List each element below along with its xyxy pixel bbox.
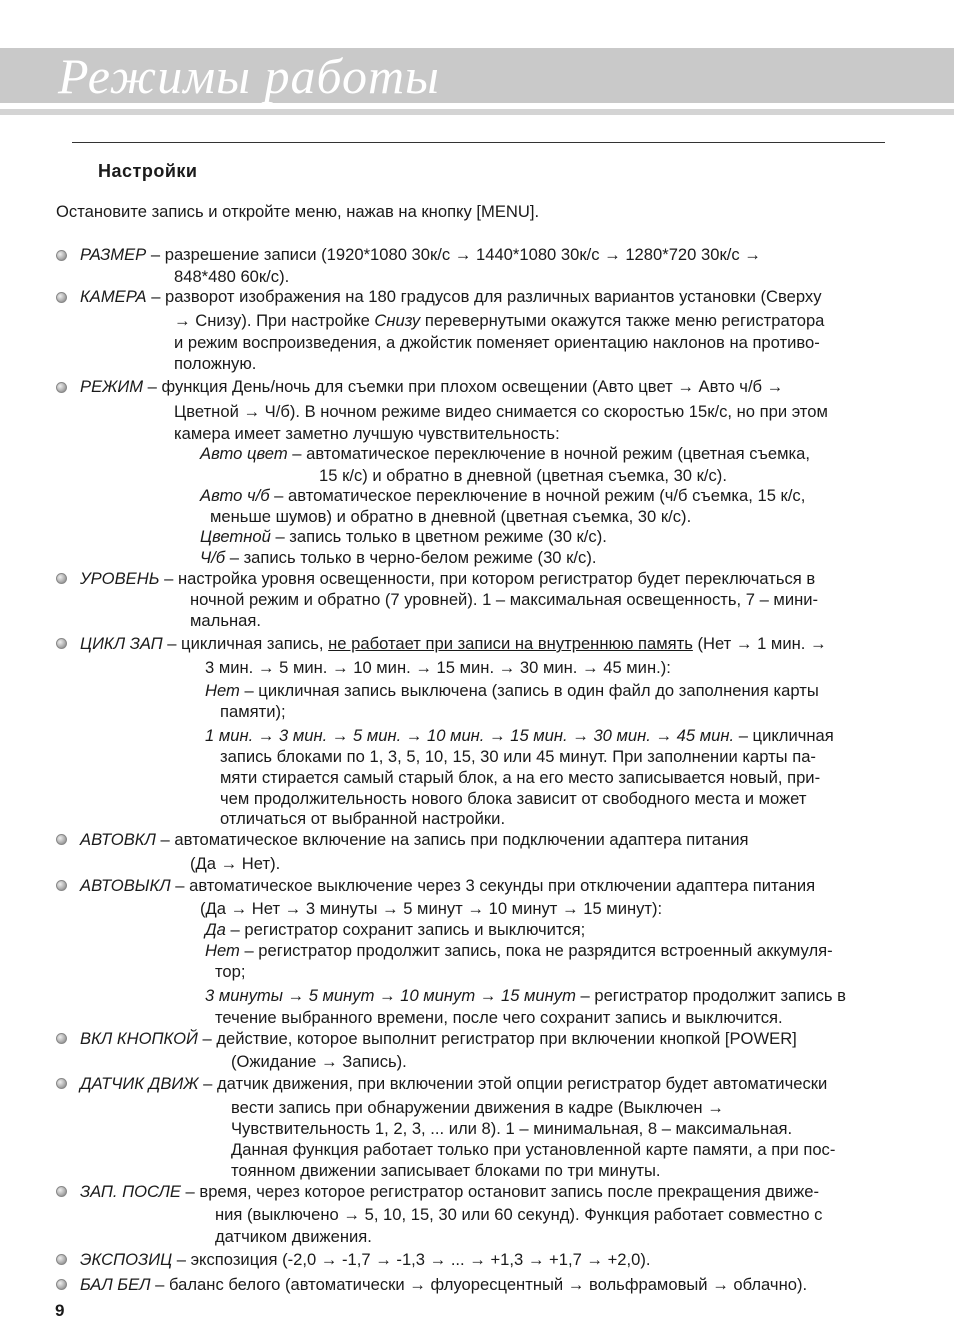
option-line: мяти стирается самый старый блок, а на его место записывается новый, при- bbox=[220, 768, 821, 787]
bullet-icon bbox=[56, 573, 67, 584]
option-text: – запись только в цветном режиме (30 к/с). bbox=[270, 527, 607, 546]
setting-term: ДАТЧИК ДВИЖ bbox=[80, 1074, 199, 1093]
setting-text: – датчик движения, при включении этой опции регистратор будет автоматически bbox=[198, 1074, 828, 1093]
option-line: памяти); bbox=[220, 702, 286, 721]
setting-term: АВТОВЫКЛ bbox=[80, 876, 171, 895]
option-bw bbox=[200, 547, 596, 569]
setting-vklknopkoy bbox=[80, 1028, 797, 1050]
bullet-icon bbox=[56, 250, 67, 261]
option-term: Ч/б bbox=[200, 548, 226, 567]
divider bbox=[72, 142, 885, 143]
option-line: меньше шумов) и обратно в дневной (цветная съемка, 30 к/с). bbox=[210, 507, 692, 526]
option-color bbox=[200, 526, 607, 548]
setting-rezhim bbox=[80, 376, 783, 398]
option-blocks bbox=[205, 725, 834, 747]
option-net bbox=[205, 680, 819, 702]
setting-line: 3 мин. → 5 мин. → 10 мин. → 15 мин. → 30 мин. → 45 мин.): bbox=[205, 658, 671, 677]
setting-text: → Снизу). При настройке bbox=[174, 311, 375, 330]
setting-text: (Нет → 1 мин. → bbox=[692, 634, 827, 653]
bullet-icon bbox=[56, 1033, 67, 1044]
setting-line: Чувствительность 1, 2, 3, ... или 8). 1 – минимальная, 8 – максимальная. bbox=[231, 1119, 793, 1138]
option-da bbox=[205, 919, 585, 941]
setting-text: – функция День/ночь для съемки при плохом освещении (Авто цвет → Авто ч/б → bbox=[143, 377, 784, 396]
setting-cikl bbox=[80, 633, 827, 655]
setting-kamera bbox=[80, 286, 822, 308]
option-term: Цветной bbox=[200, 527, 271, 546]
option-line: течение выбранного времени, после чего сохранит запись и выключится. bbox=[215, 1008, 783, 1027]
setting-line: (Ожидание → Запись). bbox=[231, 1052, 407, 1071]
setting-line: (Да → Нет). bbox=[190, 854, 281, 873]
option-line: чем продолжительность нового блока зависит от свободного места и может bbox=[220, 789, 807, 808]
setting-text: перевернутыми окажутся также меню регистратора bbox=[420, 311, 825, 330]
setting-term: КАМЕРА bbox=[80, 287, 147, 306]
setting-balbel bbox=[80, 1274, 807, 1296]
setting-term: ЗАП. ПОСЛЕ bbox=[80, 1182, 181, 1201]
intro-text: Остановите запись и откройте меню, нажав на кнопку [MENU]. bbox=[56, 202, 540, 221]
setting-term-inline: Снизу bbox=[374, 311, 421, 330]
option-term: 3 минуты → 5 минут → 10 минут → 15 минут bbox=[205, 986, 576, 1005]
option-term: Авто ч/б bbox=[200, 486, 270, 505]
setting-line: ночной режим и обратно (7 уровней). 1 – максимальная освещенность, 7 – мини- bbox=[190, 590, 819, 609]
setting-line bbox=[174, 310, 824, 332]
setting-line: (Да → Нет → 3 минуты → 5 минут → 10 минут → 15 минут): bbox=[200, 899, 663, 918]
option-line: тор; bbox=[215, 962, 246, 981]
setting-term: УРОВЕНЬ bbox=[80, 569, 160, 588]
bullet-icon bbox=[56, 638, 67, 649]
bullet-icon bbox=[56, 1254, 67, 1265]
setting-ekspozic bbox=[80, 1249, 651, 1271]
option-text: – регистратор продолжит запись, пока не разрядится встроенный аккумуля- bbox=[239, 941, 833, 960]
setting-datchik bbox=[80, 1073, 827, 1095]
page-number: 9 bbox=[55, 1301, 65, 1320]
setting-line: Данная функция работает только при установленной карте памяти, а при пос- bbox=[231, 1140, 836, 1159]
setting-line: мальная. bbox=[190, 611, 261, 630]
setting-text: – настройка уровня освещенности, при котором регистратор будет переключаться в bbox=[159, 569, 816, 588]
option-text: – автоматическое переключение в ночной режим (ч/б съемка, 15 к/с, bbox=[269, 486, 806, 505]
setting-term: РАЗМЕР bbox=[80, 245, 147, 264]
setting-line: датчиком движения. bbox=[215, 1227, 372, 1246]
setting-term: ВКЛ КНОПКОЙ bbox=[80, 1029, 198, 1048]
setting-uroven bbox=[80, 568, 815, 590]
setting-warning: не работает при записи на внутреннюю память bbox=[328, 634, 693, 653]
option-text: – запись только в черно-белом режиме (30 к/с). bbox=[225, 548, 597, 567]
setting-zapposle bbox=[80, 1181, 819, 1203]
option-term: Да bbox=[205, 920, 226, 939]
setting-text: – цикличная запись, bbox=[162, 634, 329, 653]
setting-line: Цветной → Ч/б). В ночном режиме видео снимается со скоростью 15к/с, но при этом bbox=[174, 402, 828, 421]
option-term: Нет bbox=[205, 681, 240, 700]
option-term: 1 мин. → 3 мин. → 5 мин. → 10 мин. → 15 мин. → 30 мин. → 45 мин. bbox=[205, 726, 735, 745]
section-heading: Настройки bbox=[98, 161, 198, 181]
setting-line: вести запись при обнаружении движения в кадре (Выключен → bbox=[231, 1098, 724, 1117]
setting-avtovykl bbox=[80, 875, 815, 897]
setting-avtovkl bbox=[80, 829, 749, 851]
bullet-icon bbox=[56, 1279, 67, 1290]
setting-line: камера имеет заметно лучшую чувствительность: bbox=[174, 424, 560, 443]
option-term: Нет bbox=[205, 941, 240, 960]
option-net bbox=[205, 940, 833, 962]
setting-text: – баланс белого (автоматически → флуоресцентный → вольфрамовый → облачно). bbox=[150, 1275, 808, 1294]
setting-term: РЕЖИМ bbox=[80, 377, 144, 396]
setting-term: БАЛ БЕЛ bbox=[80, 1275, 151, 1294]
option-text: – регистратор сохранит запись и выключится; bbox=[225, 920, 586, 939]
setting-line: положную. bbox=[174, 354, 257, 373]
bullet-icon bbox=[56, 880, 67, 891]
setting-razmer bbox=[80, 244, 761, 266]
option-auto-bw bbox=[200, 485, 805, 507]
setting-text: – разрешение записи (1920*1080 30к/с → 1440*1080 30к/с → 1280*720 30к/с → bbox=[146, 245, 761, 264]
option-term: Авто цвет bbox=[200, 444, 288, 463]
setting-line: 848*480 60к/с). bbox=[174, 267, 290, 286]
setting-text: – автоматическое включение на запись при подключении адаптера питания bbox=[155, 830, 749, 849]
option-text: – цикличная bbox=[734, 726, 834, 745]
bullet-icon bbox=[56, 1078, 67, 1089]
option-auto-color bbox=[200, 443, 810, 465]
setting-line: ния (выключено → 5, 10, 15, 30 или 60 секунд). Функция работает совместно с bbox=[215, 1205, 823, 1224]
setting-line: и режим воспроизведения, а джойстик поменяет ориентацию наклонов на противо- bbox=[174, 333, 820, 352]
setting-text: – время, через которое регистратор остановит запись после прекращения движе- bbox=[180, 1182, 819, 1201]
option-line: 15 к/с) и обратно в дневной (цветная съемка, 30 к/с). bbox=[319, 466, 727, 485]
setting-text: – действие, которое выполнит регистратор при включении кнопкой [POWER] bbox=[197, 1029, 797, 1048]
option-line: отличаться от выбранной настройки. bbox=[220, 809, 506, 828]
page-title: Режимы работы bbox=[58, 48, 440, 104]
setting-text: – автоматическое выключение через 3 секунды при отключении адаптера питания bbox=[170, 876, 816, 895]
bullet-icon bbox=[56, 834, 67, 845]
setting-term: АВТОВКЛ bbox=[80, 830, 156, 849]
setting-term: ЦИКЛ ЗАП bbox=[80, 634, 163, 653]
bullet-icon bbox=[56, 1186, 67, 1197]
setting-text: – экспозиция (-2,0 → -1,7 → -1,3 → ... → +1,3 → +1,7 → +2,0). bbox=[172, 1250, 651, 1269]
header-underline bbox=[0, 109, 954, 115]
option-minutes bbox=[205, 985, 846, 1007]
option-text: – цикличная запись выключена (запись в один файл до заполнения карты bbox=[239, 681, 819, 700]
option-text: – регистратор продолжит запись в bbox=[575, 986, 846, 1005]
option-text: – автоматическое переключение в ночной режим (цветная съемка, bbox=[287, 444, 811, 463]
setting-text: – разворот изображения на 180 градусов для различных вариантов установки (Сверху bbox=[146, 287, 822, 306]
setting-term: ЭКСПОЗИЦ bbox=[80, 1250, 173, 1269]
bullet-icon bbox=[56, 382, 67, 393]
setting-line: тоянном движении записывает блоками по три минуты. bbox=[231, 1161, 661, 1180]
bullet-icon bbox=[56, 292, 67, 303]
option-line: запись блоками по 1, 3, 5, 10, 15, 30 или 45 минут. При заполнении карты па- bbox=[220, 747, 816, 766]
